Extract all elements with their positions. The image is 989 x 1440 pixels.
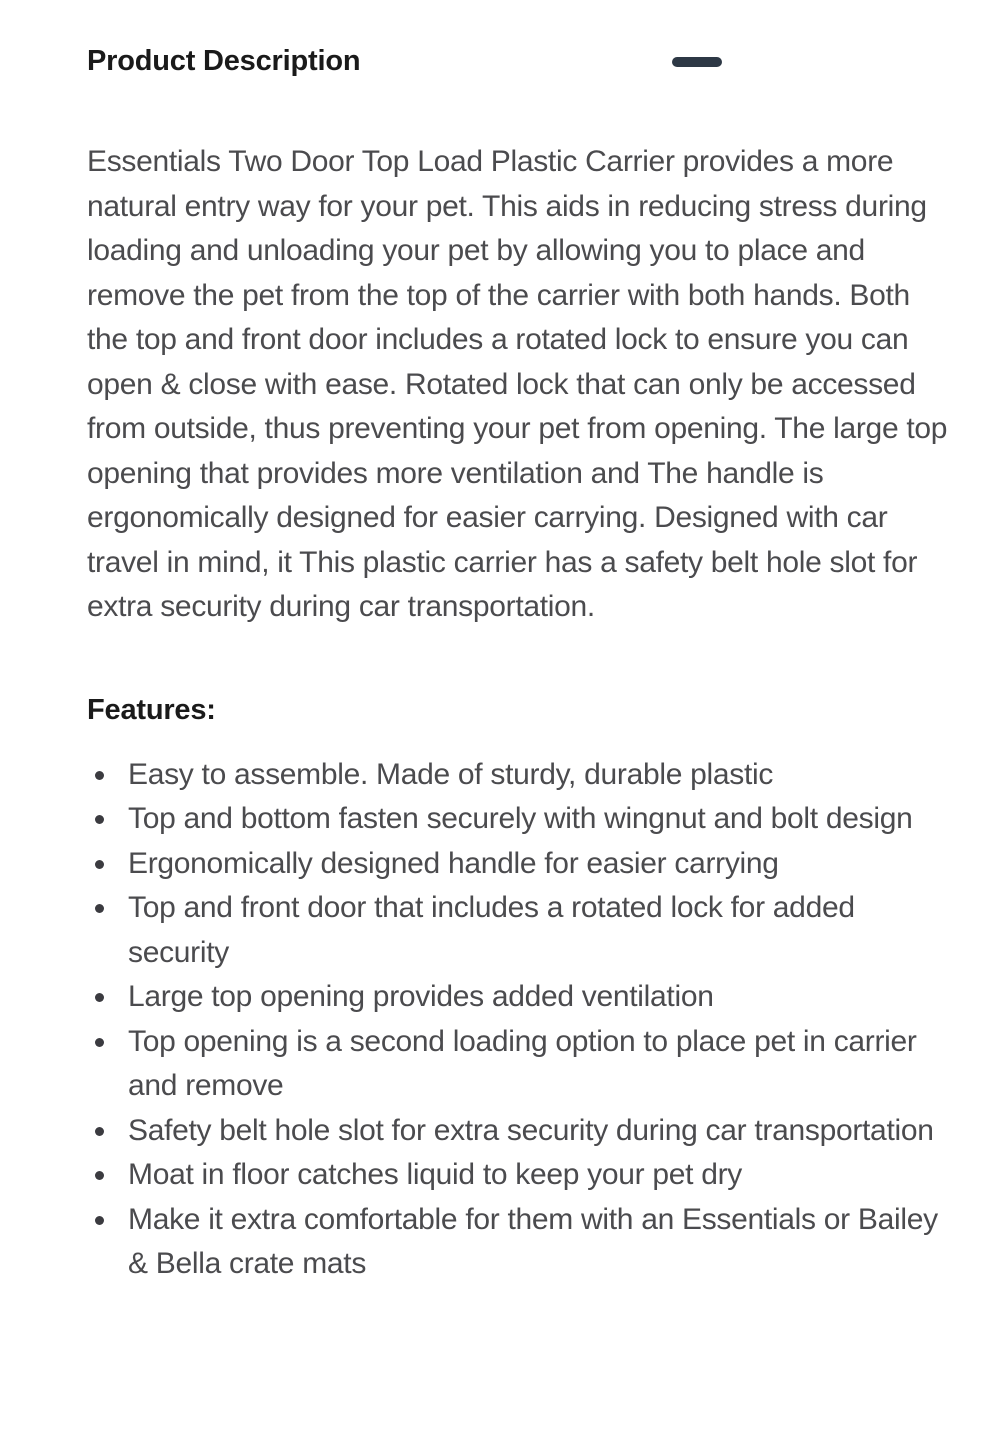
feature-item [87,886,955,975]
features-list [87,753,955,1287]
feature-text: Easy to assemble. Made of sturdy, durable plastic [128,757,774,791]
bullet-icon [95,904,104,913]
bullet-icon [95,1127,104,1136]
bullet-icon [95,771,104,780]
minus-icon[interactable] [672,57,722,67]
feature-text: Ergonomically designed handle for easier carrying [128,846,779,880]
bullet-icon [95,860,104,869]
feature-item [87,975,955,1020]
feature-item [87,753,955,798]
feature-text: Top opening is a second loading option to place pet in carrier and remove [128,1024,917,1102]
feature-item [87,842,955,887]
bullet-icon [95,815,104,824]
feature-item [87,1198,955,1287]
feature-text: Large top opening provides added ventilation [128,980,714,1013]
bullet-icon [95,993,104,1002]
feature-item [87,797,955,842]
feature-item [87,1020,955,1109]
feature-item [87,1109,955,1154]
feature-text: Moat in floor catches liquid to keep your pet dry [128,1158,742,1191]
section-title: Product Description [87,45,361,77]
bullet-icon [95,1171,104,1180]
feature-text: Top and front door that includes a rotated lock for added security [128,891,855,969]
feature-text: Make it extra comfortable for them with an Essentials or Bailey & Bella crate mats [128,1202,938,1280]
bullet-icon [95,1216,104,1225]
features-heading: Features: [87,693,216,726]
feature-text: Safety belt hole slot for extra security during car transportation [128,1113,934,1147]
bullet-icon [95,1038,104,1047]
feature-item [87,1153,955,1198]
feature-text: Top and bottom fasten securely with wingnut and bolt design [128,802,913,835]
description-paragraph: Essentials Two Door Top Load Plastic Carrier provides a more natural entry way for your pet. This aids in reducing stress during loading and unloading your pet by allowing you to place and remove the pet from the top of the carrier with both hands. Both the top and front door includes a rotated lock to ensure you can open & close with ease. Rotated lock that can only be accessed from outside, thus preventing your pet from opening. The large top opening that provides more ventilation and The handle is ergonomically designed for easier carrying. Designed with car travel in mind, it This plastic carrier has a safety belt hole slot for extra security during car transportation. [87,145,948,623]
accordion-header[interactable] [87,44,955,78]
